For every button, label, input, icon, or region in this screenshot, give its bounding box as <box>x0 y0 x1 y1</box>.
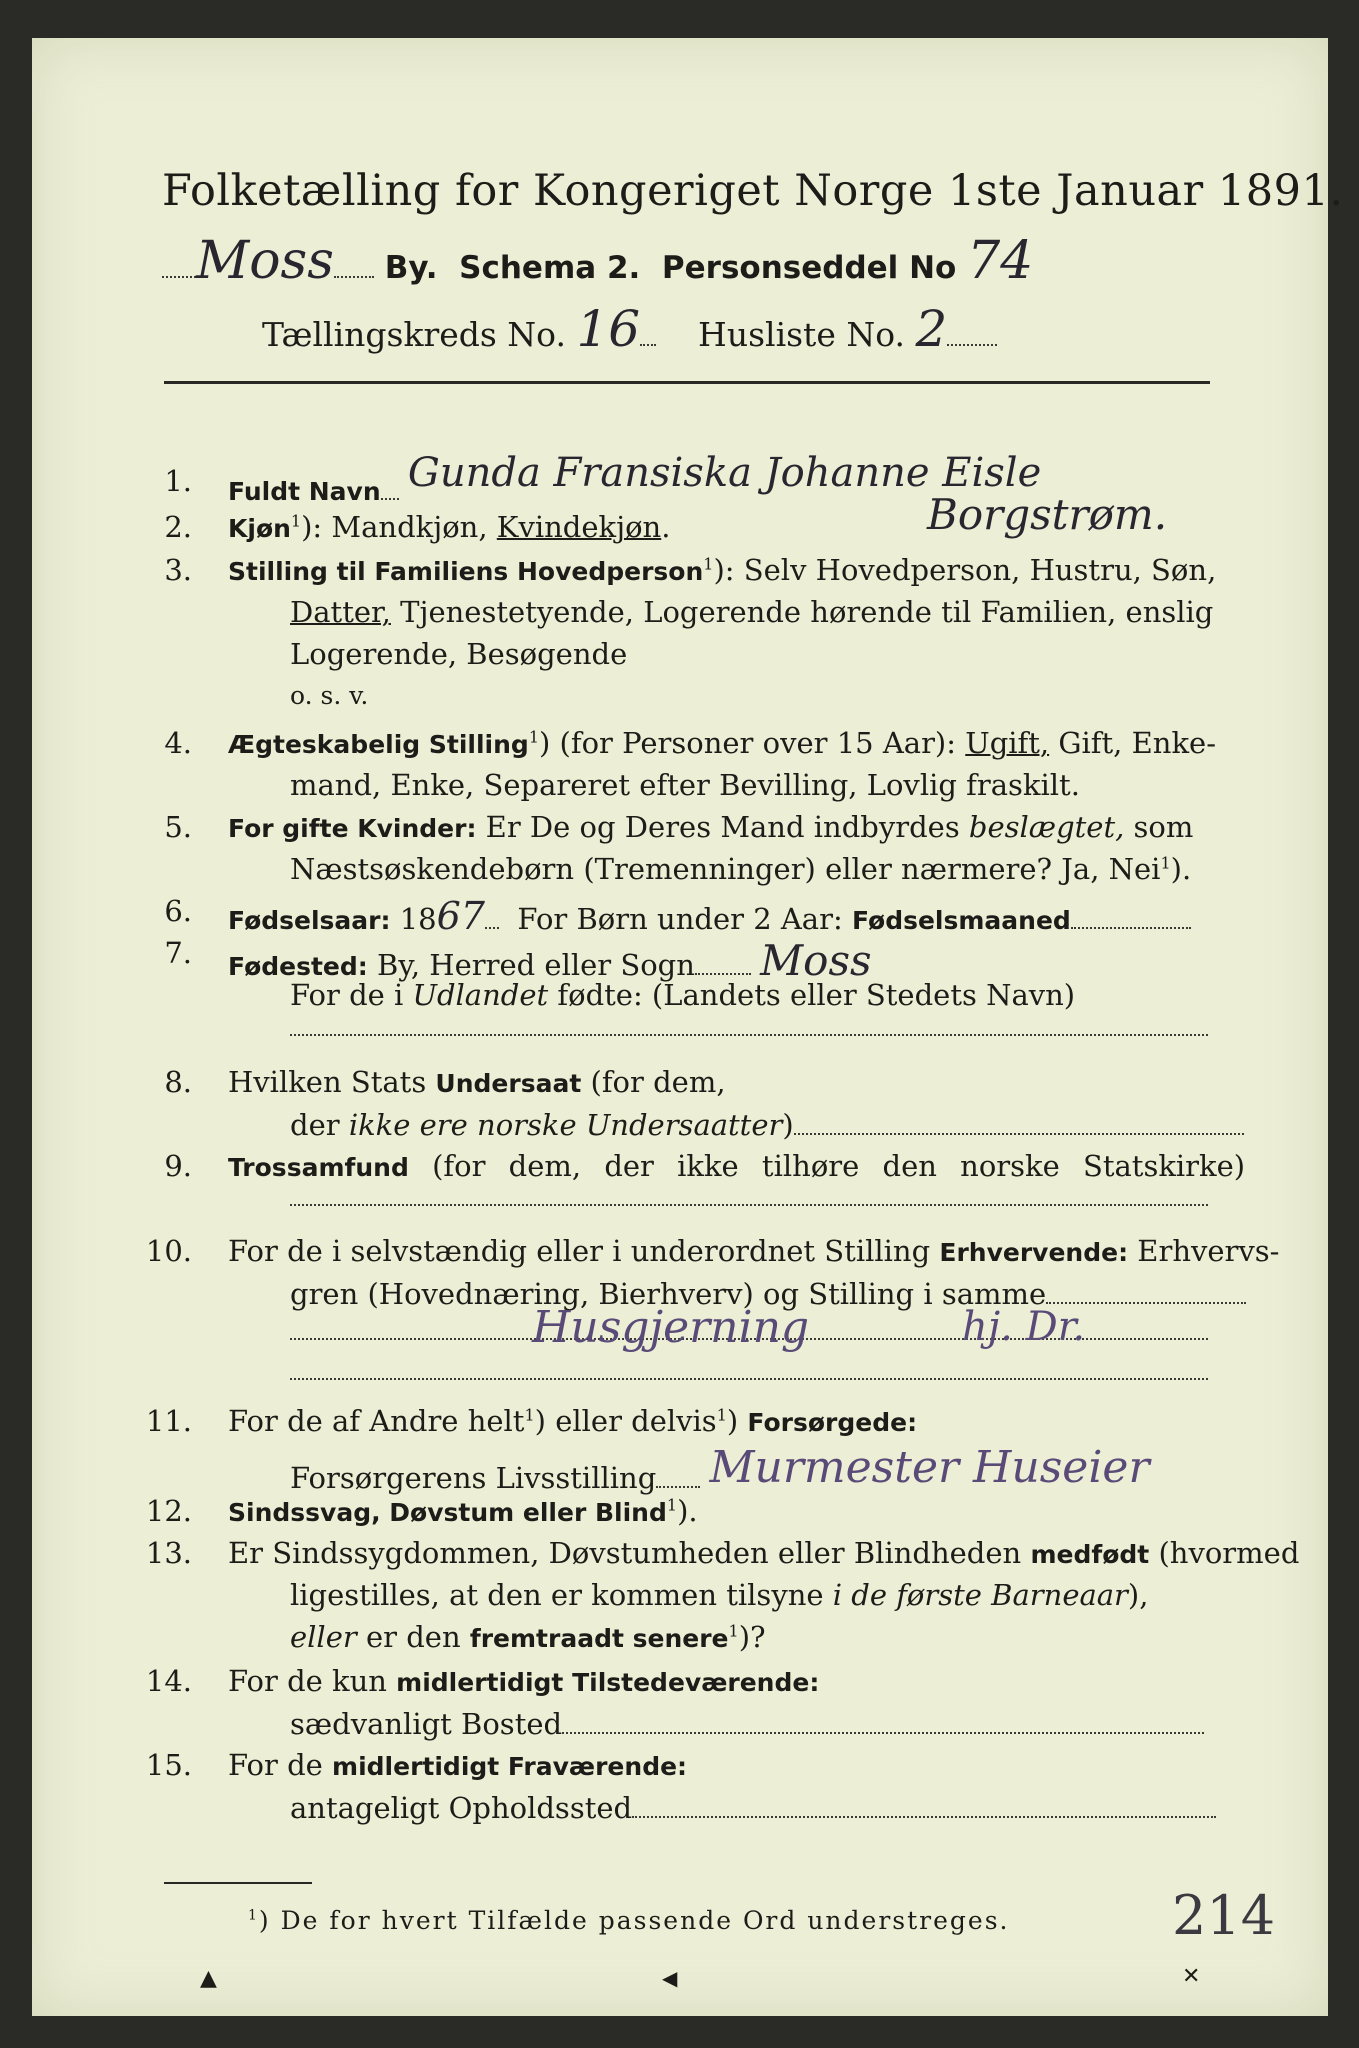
q4-row-1: Ægteskabelig Stilling$^1$) (for Personer over 15 Aar): Ugift, Gift, Enke- <box>228 726 1217 760</box>
q11-row-1: For de af Andre helt$^1$) eller delvis$^1$) Forsørgede: <box>228 1404 918 1438</box>
q10-row-1: For de i selvstændig eller i underordnet Stilling Erhvervende: Erhvervs- <box>228 1234 1280 1268</box>
form-title: Folketælling for Kongeriget Norge 1ste Januar 1891. <box>162 166 1344 216</box>
q13-number: 13. <box>145 1536 192 1570</box>
q1-number: 1. <box>164 464 192 498</box>
q10-number: 10. <box>145 1234 192 1268</box>
q9-answer-line <box>290 1204 1208 1206</box>
q15-number: 15. <box>145 1748 192 1782</box>
header-row-kreds <box>262 300 997 358</box>
city-handwritten: Moss <box>196 231 334 291</box>
q3-row-3: Logerende, Besøgende <box>290 637 628 671</box>
q5-row-1: For gifte Kvinder: Er De og Deres Mand indbyrdes beslægtet, som <box>228 810 1194 844</box>
q8-row-2: der ikke ere norske Undersaatter) <box>290 1107 1244 1142</box>
q2-number: 2. <box>164 510 192 544</box>
q4-selected-ugift: Ugift, <box>965 726 1050 760</box>
q7-row-1: Fødested: By, Herred eller Sogn Moss <box>228 936 872 985</box>
q12-row: Sindssvag, Døvstum eller Blind$^1$). <box>228 1494 698 1528</box>
q15-row-1: For de midlertidigt Fraværende: <box>228 1748 688 1782</box>
q5-number: 5. <box>164 810 192 844</box>
q11-answer: Murmester Huseier <box>709 1442 1150 1493</box>
footnote: $^1$) De for hvert Tilfælde passende Ord understreges. <box>248 1906 1010 1935</box>
corner-mark-right: ✕ <box>1182 1964 1201 1989</box>
by-label: By. <box>384 250 438 286</box>
q8-number: 8. <box>164 1065 192 1099</box>
q7-answer-line <box>290 1034 1208 1036</box>
q10-answer-position: hj. Dr. <box>962 1304 1086 1350</box>
q8-row-1: Hvilken Stats Undersaat (for dem, <box>228 1065 726 1099</box>
header-row-city <box>162 231 1033 291</box>
kreds-label: Tællingskreds No. <box>262 315 566 354</box>
q13-row-3: eller er den fremtraadt senere$^1$)? <box>290 1620 766 1654</box>
q5-row-2: Næstsøskendebørn (Tremenninger) eller nærmere? Ja, Nei$^1$). <box>290 852 1192 886</box>
q1-answer: Gunda Fransiska Johanne Eisle <box>407 450 1042 496</box>
q11-row-2: Forsørgerens Livsstilling Murmester Huseier <box>290 1442 1150 1495</box>
margin-page-number: 214 <box>1172 1884 1276 1947</box>
q6-row: Fødselsaar: 1867 For Børn under 2 Aar: Fødselsmaaned <box>228 894 1191 938</box>
q1-label: Fuldt Navn <box>228 477 381 506</box>
husliste-label: Husliste No. <box>698 315 905 354</box>
schema-label: Schema 2. <box>459 250 641 286</box>
q3-row-1: Stilling til Familiens Hovedperson$^1$): Selv Hovedperson, Hustru, Søn, <box>228 553 1217 587</box>
q2-selected-kvindekjon: Kvindekjøn <box>496 510 662 544</box>
q14-number: 14. <box>145 1664 192 1698</box>
q11-number: 11. <box>145 1404 192 1438</box>
q1-row <box>228 450 1042 510</box>
q7-answer: Moss <box>760 936 872 985</box>
q14-row-1: For de kun midlertidigt Tilstedeværende: <box>228 1664 820 1698</box>
q6-number: 6. <box>164 894 192 928</box>
corner-mark-left: ▲ <box>200 1966 217 1991</box>
q7-row-2: For de i Udlandet fødte: (Landets eller Stedets Navn) <box>290 978 1076 1012</box>
q10-row-2: gren (Hovednæring, Bierhverv) og Stilling i samme <box>290 1276 1246 1311</box>
footnote-divider <box>164 1882 312 1884</box>
personseddel-number: 74 <box>967 231 1034 291</box>
q9-row: Trossamfund (for dem, der ikke tilhøre den norske Statskirke) <box>228 1149 1246 1183</box>
q9-number: 9. <box>164 1149 192 1183</box>
corner-mark-center: ◀ <box>662 1966 678 1990</box>
kreds-number: 16 <box>576 300 641 358</box>
q7-number: 7. <box>164 936 192 970</box>
q4-row-2: mand, Enke, Separeret efter Bevilling, Lovlig fraskilt. <box>290 768 1080 802</box>
husliste-number: 2 <box>915 300 948 358</box>
q1-answer-surname: Borgstrøm. <box>927 490 1168 539</box>
q4-number: 4. <box>164 726 192 760</box>
q13-row-2: ligestilles, at den er kommen tilsyne i de første Barneaar), <box>290 1578 1149 1612</box>
q12-number: 12. <box>145 1494 192 1528</box>
q3-number: 3. <box>164 553 192 587</box>
q2-row: Kjøn$^1$): Mandkjøn, Kvindekjøn. <box>228 510 671 544</box>
q10-answer-line-2 <box>290 1378 1208 1380</box>
header-divider <box>164 381 1210 384</box>
q15-row-2: antageligt Opholdssted <box>290 1790 1216 1825</box>
q3-selected-datter: Datter, <box>290 595 391 629</box>
q6-birth-year: 67 <box>436 894 485 938</box>
personseddel-label: Personseddel No <box>661 250 957 286</box>
q10-answer: Husgjerning <box>532 1302 810 1353</box>
q3-row-2: Datter, Tjenestetyende, Logerende hørende til Familien, enslig <box>290 595 1214 629</box>
q3-row-4: o. s. v. <box>290 681 369 710</box>
q14-row-2: sædvanligt Bosted <box>290 1706 1204 1741</box>
census-form-page <box>32 38 1344 2016</box>
q13-row-1: Er Sindssygdommen, Døvstumheden eller Blindheden medfødt (hvormed <box>228 1536 1300 1570</box>
